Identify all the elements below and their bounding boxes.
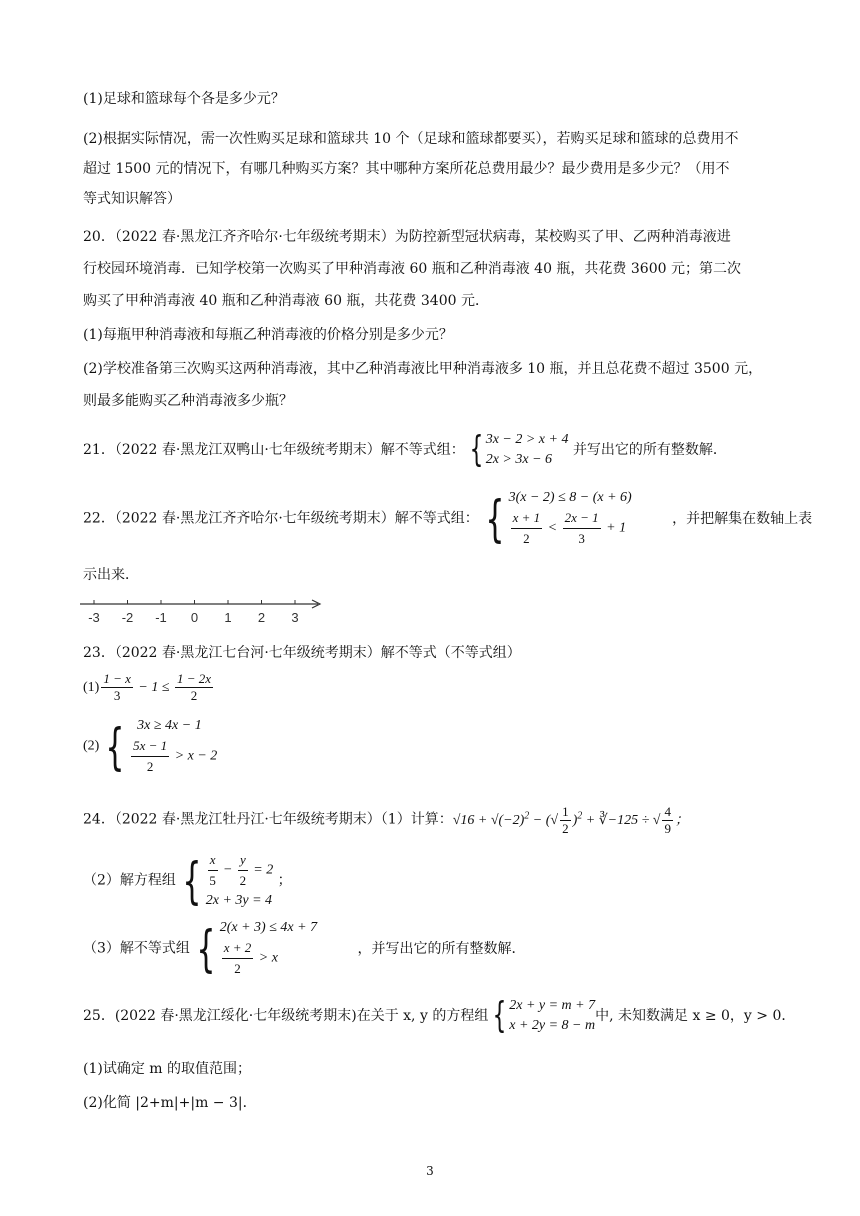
q24-prefix: 24．（2022 春·黑龙江牡丹江·七年级统考期末）（1）计算： [83, 811, 453, 828]
q24-part2-label: （2）解方程组 [83, 872, 176, 889]
number-line-tick-label: 1 [224, 610, 232, 625]
number-line-tick-label: -2 [121, 610, 134, 625]
q24-part3-label: （3）解不等式组 [83, 940, 190, 957]
q25-suffix: 中, 未知数满足 x ≥ 0，y > 0． [595, 1008, 796, 1024]
q24-part2: （2）解方程组 { $\frac{x}{5}$ − $\frac{y}{2}$ = 2 2x + 3y = 4 ； [83, 851, 292, 910]
q19-part1: (1)足球和篮球每个各是多少元？ [83, 91, 285, 107]
number-line-tick-label: 0 [190, 610, 199, 625]
number-line-tick-label: -3 [88, 610, 100, 625]
number-line-tick-label: -1 [155, 610, 167, 625]
q20-part2-line1: (2)学校准备第三次购买这两种消毒液，其中乙种消毒液比甲种消毒液多 10 瓶，并且总花费不超过 3500 元， [83, 361, 763, 377]
q24-part2-eq2: 2x + 3y = 4 [205, 893, 273, 908]
q24-part3-eq1: 2(x + 3) ≤ 4x + 7 [219, 920, 318, 935]
q20-line3: 购买了甲种消毒液 40 瓶和乙种消毒液 60 瓶，共花费 3400 元． [83, 293, 489, 309]
q21-eq1: 3x − 2 > x + 4 [485, 432, 569, 447]
q24-part1: 24．（2022 春·黑龙江牡丹江·七年级统考期末）（1）计算：$√16 + √(-2)^2$ − (√ $\frac{1}{2}$ )$^2$ + ∛−125 ÷ √ $\frac{4}{9}$ ； [83, 803, 689, 836]
q25-part2: (2)化简 |2+m|+|m − 3|． [83, 1095, 257, 1111]
q22-eq1: 3(x − 2) ≤ 8 − (x + 6) [508, 490, 632, 505]
q19-part2-line2: 超过 1500 元的情况下，有哪几种购买方案？其中哪种方案所花总费用最少？最少费用是多少元？（用不 [83, 161, 730, 177]
q22 [83, 488, 813, 549]
q22-suffix: ，并把解集在数轴上表 [672, 510, 813, 527]
q20-line1: 20．（2022 春·黑龙江齐齐哈尔·七年级统考期末）为防控新型冠状病毒，某校购买了甲、乙两种消毒液进 [83, 229, 731, 245]
q21-system: { 3x − 2 > x + 4 2x > 3x − 6 [469, 429, 569, 470]
q25: 25．(2022 春·黑龙江绥化·七年级统考期末)在关于 x, y 的方程组 { 2x + y = m + 7 x + 2y = 8 − m 中, 未知数满足 x ≥ 0，y > 0． [83, 995, 796, 1036]
q19-part2-line1: (2)根据实际情况，需一次性购买足球和篮球共 10 个（足球和篮球都要买），若购买足球和篮球的总费用不 [83, 131, 739, 147]
q20-line2: 行校园环境消毒．已知学校第一次购买了甲种消毒液 60 瓶和乙种消毒液 40 瓶，共花费 3600 元；第二次 [83, 261, 741, 277]
q23-part1: (1) $\frac{1 - x}{3}$ − 1 ≤ $\frac{1 - 2x}{2}$ [83, 671, 212, 704]
q20-part2-line2: 则最多能购买乙种消毒液多少瓶？ [83, 393, 293, 409]
q23-heading: 23．（2022 春·黑龙江七台河·七年级统考期末）解不等式（不等式组） [83, 645, 521, 661]
q22-system: { 3(x − 2) ≤ 8 − (x + 6) $\frac{x + 1}{2}$ < $\frac{2x - 1}{3}$ + 1 [485, 489, 632, 548]
q25-part1: (1)试确定 m 的取值范围； [83, 1061, 252, 1077]
q21-suffix: 并写出它的所有整数解． [572, 442, 727, 458]
q19-part2-line3: 等式知识解答） [83, 191, 181, 207]
q21-eq2: 2x > 3x − 6 [485, 452, 553, 467]
number-line-tick-label: 2 [257, 610, 266, 625]
q25-eq1: 2x + y = m + 7 [509, 998, 596, 1013]
number-line-tick-label: 3 [291, 610, 299, 625]
number-line [80, 598, 330, 628]
q25-prefix: 25．(2022 春·黑龙江绥化·七年级统考期末)在关于 x, y 的方程组 [83, 1008, 489, 1024]
page-number: 3 [426, 1164, 434, 1178]
q21-prefix: 21．（2022 春·黑龙江双鸭山·七年级统考期末）解不等式组： [83, 442, 465, 458]
q22-continuation: 示出来． [83, 567, 139, 583]
q20-part1: (1)每瓶甲种消毒液和每瓶乙种消毒液的价格分别是多少元？ [83, 327, 453, 343]
q22-prefix: 22．（2022 春·黑龙江齐齐哈尔·七年级统考期末）解不等式组： [83, 510, 479, 527]
q22-eq2: $\frac{x + 1}{2}$ < $\frac{2x - 1}{3}$ + 1 [512, 510, 627, 546]
q21 [83, 428, 783, 472]
q23-eq1: 3x ≥ 4x − 1 [137, 718, 202, 733]
q25-eq2: x + 2y = 8 − m [509, 1018, 596, 1033]
q23-part2: (2) { 3x ≥ 4x − 1 $\frac{5x - 1}{2}$ > x − 2 [83, 717, 218, 776]
q24-part3-suffix: ，并写出它的所有整数解． [357, 940, 526, 957]
q24-part3: （3）解不等式组 { 2(x + 3) ≤ 4x + 7 $\frac{x + 2}{2}$ > x ，并写出它的所有整数解． [83, 919, 526, 978]
